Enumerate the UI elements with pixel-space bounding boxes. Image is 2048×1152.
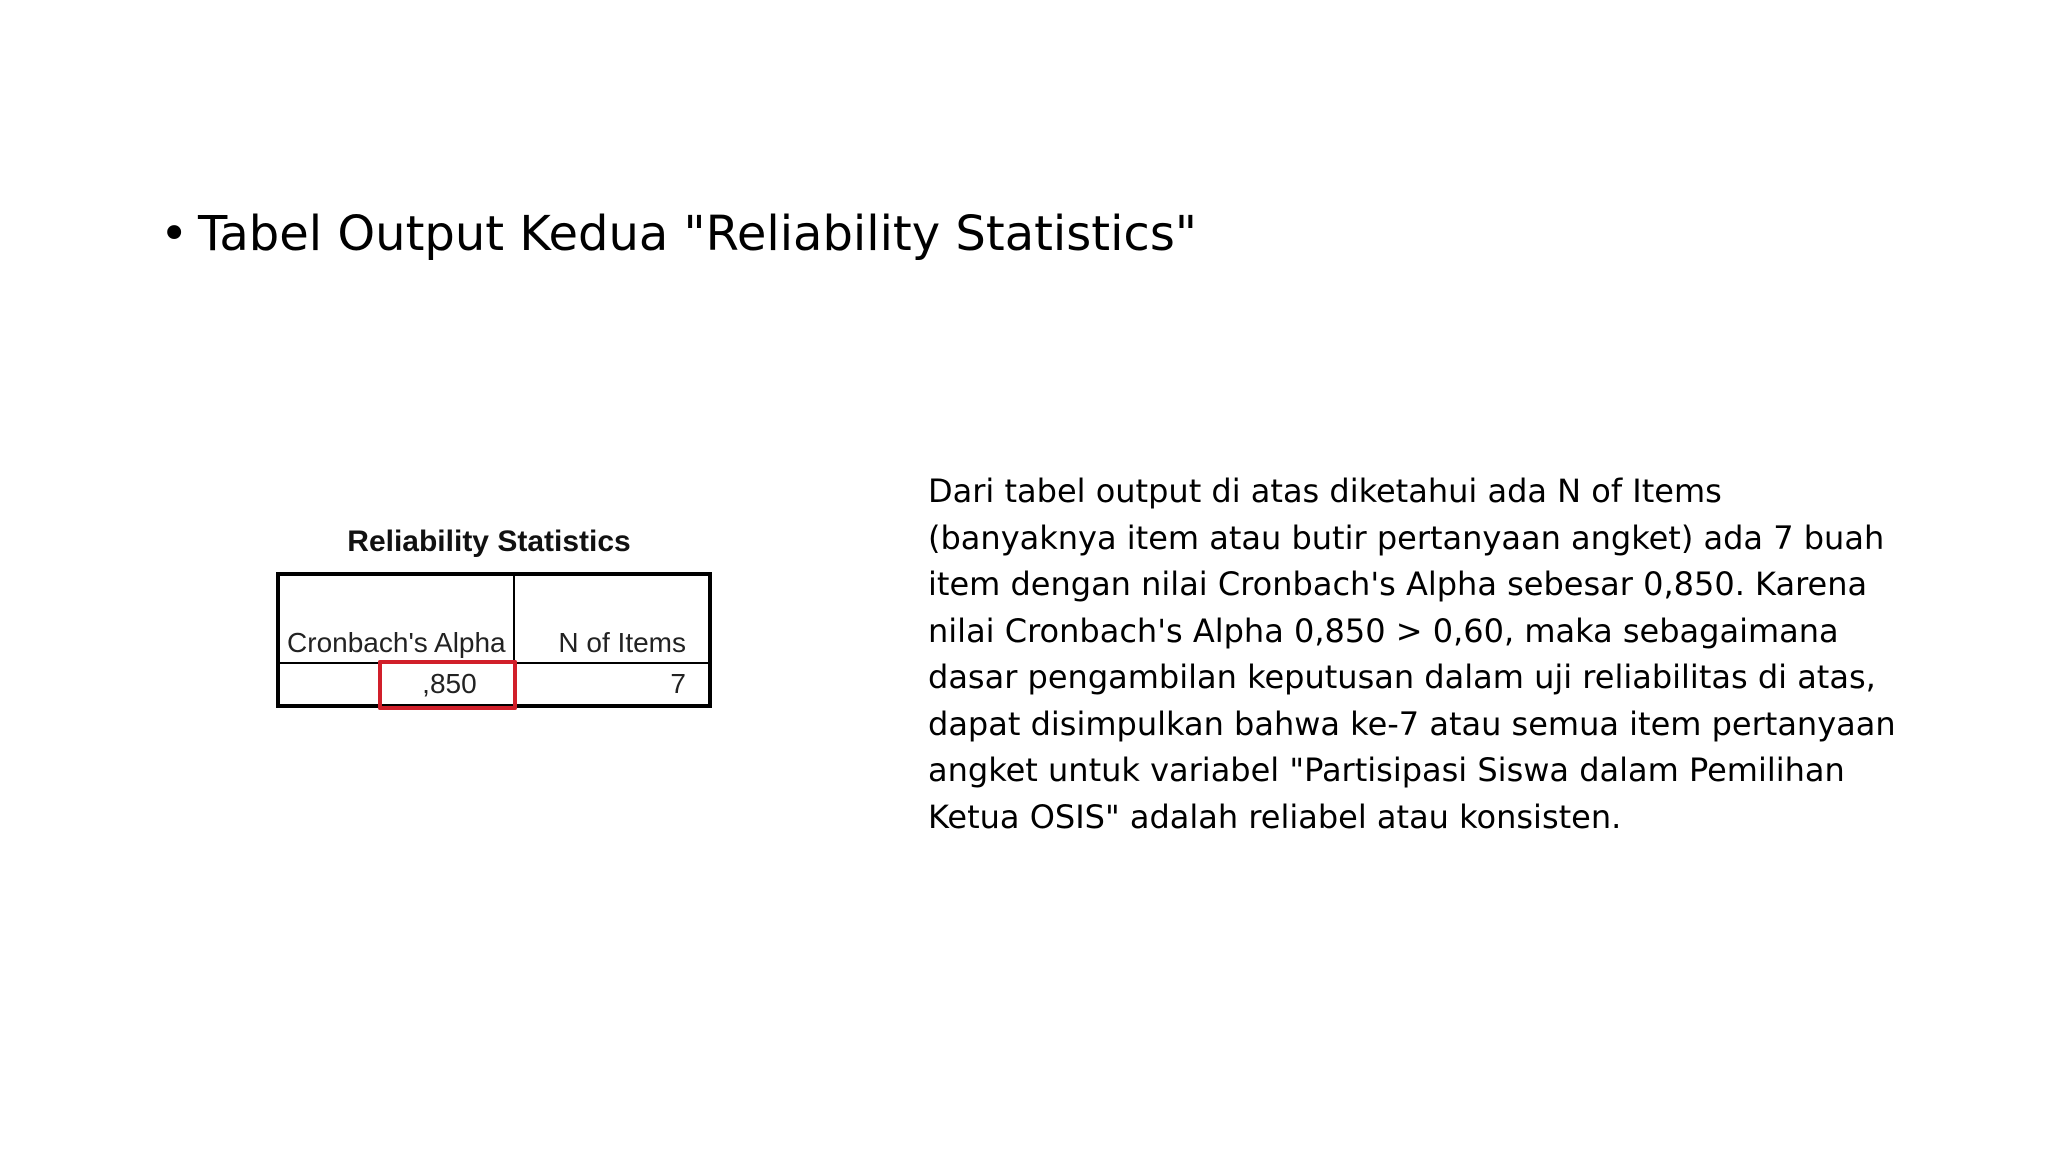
bullet: • bbox=[160, 206, 189, 262]
slide-title bbox=[160, 196, 1197, 272]
explanation-line: Dari tabel output di atas diketahui ada N of Items bbox=[928, 472, 1722, 510]
cronbachs-alpha-value: ,850 bbox=[422, 668, 477, 699]
cell-n-of-items: 7 bbox=[514, 663, 710, 706]
explanation-line: (banyaknya item atau butir pertanyaan angket) ada 7 buah bbox=[928, 518, 1885, 557]
reliability-statistics-block bbox=[276, 520, 712, 708]
explanation-line: Ketua OSIS" adalah reliabel atau konsisten. bbox=[928, 797, 1622, 836]
explanation-text bbox=[928, 468, 1908, 840]
explanation-line: item dengan nilai Cronbach's Alpha sebesar 0,850. Karena bbox=[928, 565, 1868, 603]
explanation-line: dapat disimpulkan bahwa ke-7 atau semua item pertanyaan bbox=[928, 704, 1896, 743]
slide-title-text: Tabel Output Kedua "Reliability Statistics" bbox=[198, 206, 1197, 262]
explanation-line: nilai Cronbach's Alpha 0,850 > 0,60, maka sebagaimana bbox=[928, 611, 1839, 650]
table-header-row bbox=[278, 574, 710, 663]
reliability-statistics-table bbox=[276, 572, 712, 708]
header-n-of-items: N of Items bbox=[514, 574, 710, 663]
header-cronbachs-alpha: Cronbach's Alpha bbox=[278, 574, 514, 663]
table-row bbox=[278, 663, 710, 706]
explanation-line: dasar pengambilan keputusan dalam uji reliabilitas di atas, bbox=[928, 658, 1876, 696]
table-caption: Reliability Statistics bbox=[347, 525, 631, 558]
cell-cronbachs-alpha bbox=[278, 663, 514, 706]
explanation-line: angket untuk variabel "Partisipasi Siswa dalam Pemilihan bbox=[928, 751, 1845, 789]
